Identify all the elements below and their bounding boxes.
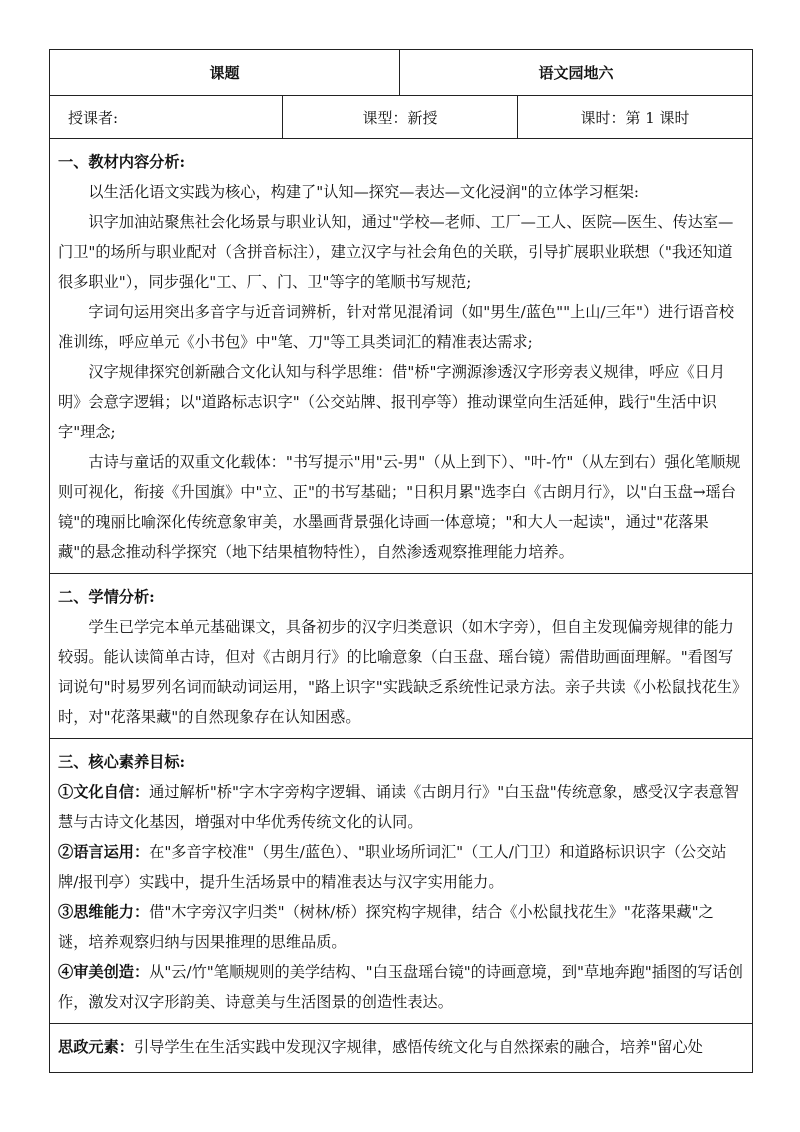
ideological-text: 引导学生在生活实践中发现汉字规律，感悟传统文化与自然探索的融合，培养"留心处: [133, 1038, 703, 1056]
section-learner-analysis: [50, 574, 753, 739]
goal-item: [58, 897, 744, 957]
lesson-plan-table: [49, 49, 753, 1073]
goal-label: ④审美创造：: [58, 963, 150, 981]
ideological-label: 思政元素：: [58, 1038, 134, 1056]
section-title: 三、核心素养目标:: [58, 753, 186, 771]
goal-item: [58, 777, 744, 837]
section-title: 二、学情分析:: [58, 588, 155, 606]
topic-value: 语文园地六: [400, 50, 753, 96]
goal-text: 在"多音字校准"（男生/蓝色）、"职业场所词汇"（工人/门卫）和道路标识识字（公交站牌/报刊亭）实践中，提升生活场景中的精准表达与汉字实用能力。: [58, 843, 727, 891]
goal-label: ②语言运用：: [58, 843, 150, 861]
section-material-analysis: [50, 139, 753, 574]
paragraph: 古诗与童话的双重文化载体："书写提示"用"云-男"（从上到下）、"叶-竹"（从左到右）强化笔顺规则可视化，衔接《升国旗》中"立、正"的书写基础；"日积月累"选李白《古朗月行》，以"白玉盘→瑶台镜"的瑰丽比喻深化传统意象审美，水墨画背景强化诗画一体意境；"和大人一起读"，通过"花落果藏"的悬念推动科学探究（地下结果植物特性），自然渗透观察推理能力培养。: [58, 453, 741, 561]
goal-text: 通过解析"桥"字木字旁构字逻辑、诵读《古朗月行》"白玉盘"传统意象，感受汉字表意智慧与古诗文化基因，增强对中华优秀传统文化的认同。: [58, 783, 740, 831]
section-title: 一、教材内容分析:: [58, 153, 186, 171]
paragraph: 识字加油站聚焦社会化场景与职业认知，通过"学校—老师、工厂—工人、医院—医生、传达室—门卫"的场所与职业配对（含拼音标注），建立汉字与社会角色的关联，引导扩展职业联想（"我还知道很多职业"），同步强化"工、厂、门、卫"等字的笔顺书写规范;: [58, 213, 734, 291]
goal-text: 借"木字旁汉字归类"（树林/桥）探究构字规律，结合《小松鼠找花生》"花落果藏"之谜，培养观察归纳与因果推理的思维品质。: [58, 903, 714, 951]
paragraph: 以生活化语文实践为核心，构建了"认知—探究—表达—文化浸润"的立体学习框架:: [88, 183, 640, 201]
meta-row: [50, 96, 753, 139]
goal-label: ①文化自信：: [58, 783, 150, 801]
paragraph: 字词句运用突出多音字与近音词辨析，针对常见混淆词（如"男生/蓝色""上山/三年"）进行语音校准训练，呼应单元《小书包》中"笔、刀"等工具类词汇的精准表达需求;: [58, 303, 735, 351]
period-cell: 课时：第 1 课时: [518, 96, 753, 139]
lesson-plan-sheet: [49, 49, 752, 1073]
header-row: [50, 50, 753, 96]
goal-text: 从"云/竹"笔顺规则的美学结构、"白玉盘瑶台镜"的诗画意境，到"草地奔跑"插图的写话创作，激发对汉字形韵美、诗意美与生活图景的创造性表达。: [58, 963, 743, 1011]
paragraph: 汉字规律探究创新融合文化认知与科学思维：借"桥"字溯源渗透汉字形旁表义规律，呼应《日月明》会意字逻辑；以"道路标志识字"（公交站牌、报刊亭等）推动课堂向生活延伸，践行"生活中识字"理念;: [58, 363, 726, 441]
goal-label: ③思维能力：: [58, 903, 150, 921]
paragraph: 学生已学完本单元基础课文，具备初步的汉字归类意识（如木字旁），但自主发现偏旁规律的能力较弱。能认读简单古诗，但对《古朗月行》的比喻意象（白玉盘、瑶台镜）需借助画面理解。"看图写词说句"时易罗列名词而缺动词运用，"路上识字"实践缺乏系统性记录方法。亲子共读《小松鼠找花生》时，对"花落果藏"的自然现象存在认知困惑。: [58, 618, 740, 726]
goal-item: [58, 837, 744, 897]
section-core-literacy-goals: [50, 739, 753, 1024]
lesson-type-cell: 课型：新授: [283, 96, 518, 139]
goal-item: [58, 957, 744, 1017]
section-ideological-elements: [50, 1024, 753, 1073]
teacher-cell: 授课者:: [50, 96, 283, 139]
topic-label: 课题: [50, 50, 400, 96]
